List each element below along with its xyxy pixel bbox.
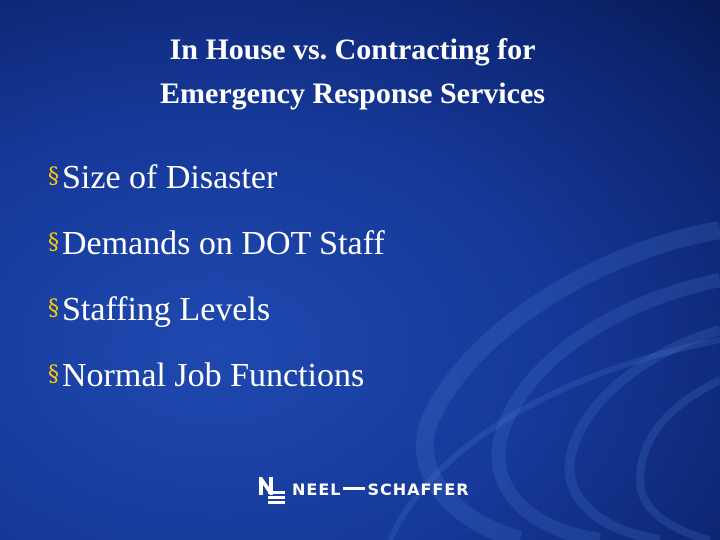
logo-mark-icon (256, 473, 288, 505)
bullet-marker: § (48, 230, 59, 255)
bullet-item (48, 355, 364, 396)
logo-text-part2: SCHAFFER (367, 479, 470, 499)
bullet-text: Demands on DOT Staff (62, 225, 385, 262)
bullet-text: Normal Job Functions (62, 357, 365, 394)
bullet-text: Size of Disaster (62, 159, 278, 196)
bullet-marker: § (48, 362, 59, 387)
bullet-marker: § (48, 164, 59, 189)
bullet-item (48, 157, 277, 198)
logo-dash (343, 487, 365, 490)
slide-title (60, 28, 645, 116)
logo-text-part1: NEEL (292, 479, 342, 499)
company-logo (256, 472, 470, 506)
title-line-2: Emergency Response Services (160, 77, 545, 110)
bullet-item (48, 289, 270, 330)
logo-wordmark (292, 480, 470, 499)
bullet-item (48, 223, 385, 264)
title-line-1: In House vs. Contracting for (169, 33, 536, 66)
bullet-marker: § (48, 296, 59, 321)
bullet-text: Staffing Levels (62, 291, 271, 328)
